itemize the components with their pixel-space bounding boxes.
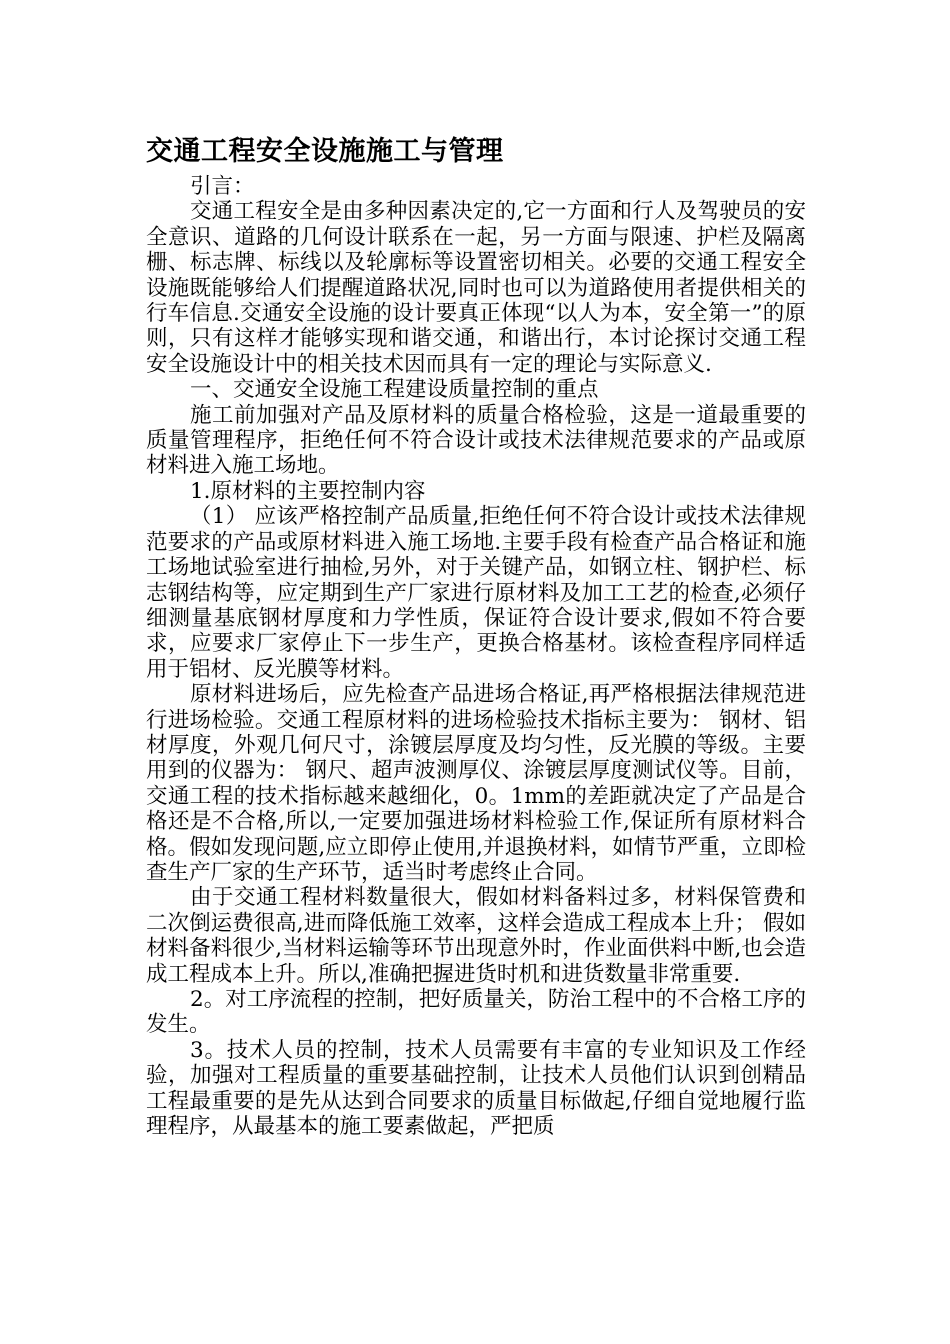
paragraph-intro-body: 交通工程安全是由多种因素决定的,它一方面和行人及驾驶员的安全意识、道路的几何设计联系在一起，另一方面与限速、护栏及隔离栅、标志牌、标线以及轮廓标等设置密切相关。必要的交通工程安全设施既能够给人们提醒道路状况,同时也可以为道路使用者提供相关的行车信息.交通安全设施的设计要真正体现“以人为本，安全第一”的原则，只有这样才能够实现和谐交通，和谐出行，本讨论探讨交通工程安全设施设计中的相关技术因而具有一定的理论与实际意义. xyxy=(146,199,806,377)
subheading-raw-materials: 1.原材料的主要控制内容 xyxy=(190,478,426,504)
document-title: 交通工程安全设施施工与管理 xyxy=(146,136,504,167)
document-page xyxy=(146,132,806,1139)
paragraph-process-control: 2。对工序流程的控制，把好质量关，防治工程中的不合格工序的发生。 xyxy=(146,987,806,1038)
paragraph-quality-control: （1） 应该严格控制产品质量,拒绝任何不符合设计或技术法律规范要求的产品或原材料进入施工场地.主要手段有检查产品合格证和施工场地试验室进行抽检,另外，对于关键产品，如钢立柱、钢护栏、标志钢结构等，应定期到生产厂家进行原材料及加工工艺的检查,必须仔细测量基底钢材厚度和力学性质，保证符合设计要求,假如不符合要求，应要求厂家停止下一步生产，更换合格基材。该检查程序同样适用于铝材、反光膜等材料。 xyxy=(146,504,806,682)
paragraph-entry-inspection: 原材料进场后，应先检查产品进场合格证,再严格根据法律规范进行进场检验。交通工程原材料的进场检验技术指标主要为： 钢材、铝材厚度，外观几何尺寸，涂镀层厚度及均匀性，反光膜的等级。主要用到的仪器为： 钢尺、超声波测厚仪、涂镀层厚度测试仪等。目前，交通工程的技术指标越来越细化，0。1mm的差距就决定了产品是合格还是不合格,所以,一定要加强进场材料检验工作,保证所有原材料合格。假如发现问题,应立即停止使用,并退换材料，如情节严重，立即检查生产厂家的生产环节，适当时考虑终止合同。 xyxy=(146,682,806,885)
paragraph-intro-label: 引言： xyxy=(190,174,255,199)
paragraph-technical-staff: 3。技术人员的控制，技术人员需要有丰富的专业知识及工作经验，加强对工程质量的重要基础控制，让技术人员他们认识到创精品工程最重要的是先从达到合同要求的质量目标做起,仔细自觉地履行监理程序，从最基本的施工要素做起，严把质 xyxy=(146,1037,806,1140)
section-heading-1: 一、交通安全设施工程建设质量控制的重点 xyxy=(190,377,599,403)
paragraph-inspection: 施工前加强对产品及原材料的质量合格检验，这是一道最重要的质量管理程序，拒绝任何不符合设计或技术法律规范要求的产品或原材料进入施工场地。 xyxy=(146,402,806,479)
paragraph-material-stock: 由于交通工程材料数量很大，假如材料备料过多，材料保管费和二次倒运费很高,进而降低施工效率，这样会造成工程成本上升； 假如材料备料很少,当材料运输等环节出现意外时，作业面供料中断,也会造成工程成本上升。所以,准确把握进货时机和进货数量非常重要. xyxy=(146,885,806,987)
